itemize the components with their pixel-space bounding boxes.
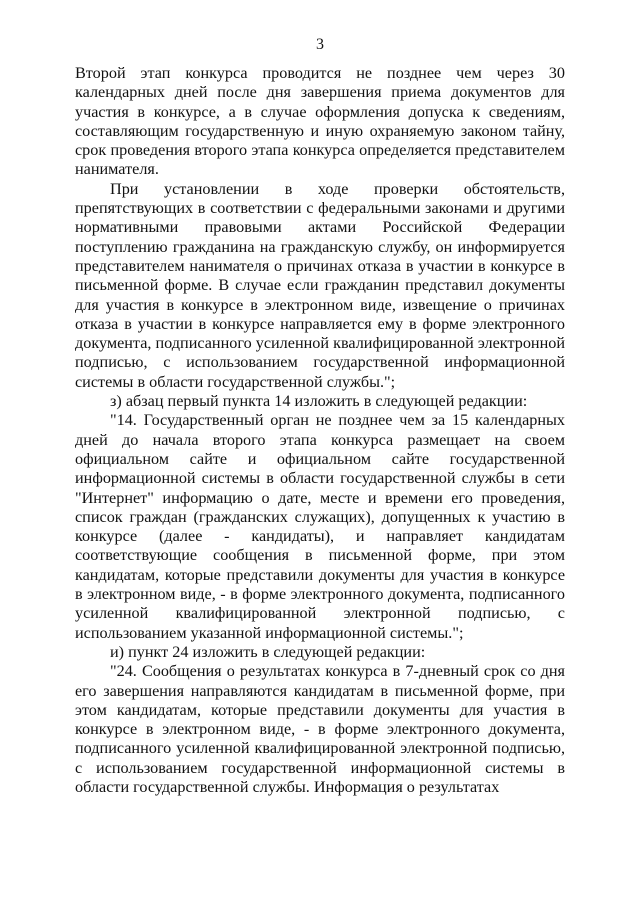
paragraph-clause-14: "14. Государственный орган не позднее чем за 15 календарных дней до начала второго этапа конкурса размещает на своем официальном сайте и официальном сайте государственной информационной системы в области государственной службы в сети "Интернет" информацию о дате, месте и времени его проведения, список граждан (гражданских служащих), допущенных к участию в конкурсе (далее - кандидаты), и направляет кандидатам соответствующие сообщения в письменной форме, при этом кандидатам, которые представили документы для участия в конкурсе в электронном виде, - в форме электронного документа, подписанного усиленной квалифицированной электронной подписью, с использованием указанной информационной системы."; (75, 411, 565, 642)
paragraph-refusal-notice: При установлении в ходе проверки обстоятельств, препятствующих в соответствии с федеральными законами и другими нормативными правовыми актами Российской Федерации поступлению гражданина на гражданскую службу, он информируется представителем нанимателя о причинах отказа в участии в конкурсе в письменной форме. В случае если гражданин представил документы для участия в конкурсе в электронном виде, извещение о причинах отказа в участии в конкурсе направляется ему в форме электронного документа, подписанного усиленной квалифицированной электронной подписью, с использованием государственной информационной системы в области государственной службы."; (75, 179, 565, 391)
paragraph-amendment-i: и) пункт 24 изложить в следующей редакции: (110, 642, 426, 661)
paragraph-clause-24: "24. Сообщения о результатах конкурса в 7-дневный срок со дня его завершения направляются кандидатам в письменной форме, при этом кандидатам, которые представили документы для участия в конкурсе в электронном виде, - в форме электронного документа, подписанного усиленной квалифицированной электронной подписью, с использованием государственной информационной системы в области государственной службы. Информация о результатах (75, 662, 565, 796)
document-body (75, 64, 565, 797)
paragraph-second-stage: Второй этап конкурса проводится не позднее чем через 30 календарных дней после дня завершения приема документов для участия в конкурсе, а в случае оформления допуска к сведениям, составляющим государственную и иную охраняемую законом тайну, срок проведения второго этапа конкурса определяется представителем нанимателя. (75, 64, 565, 179)
paragraph-amendment-z: з) абзац первый пункта 14 изложить в следующей редакции: (110, 392, 528, 411)
page-number: 3 (316, 36, 324, 53)
